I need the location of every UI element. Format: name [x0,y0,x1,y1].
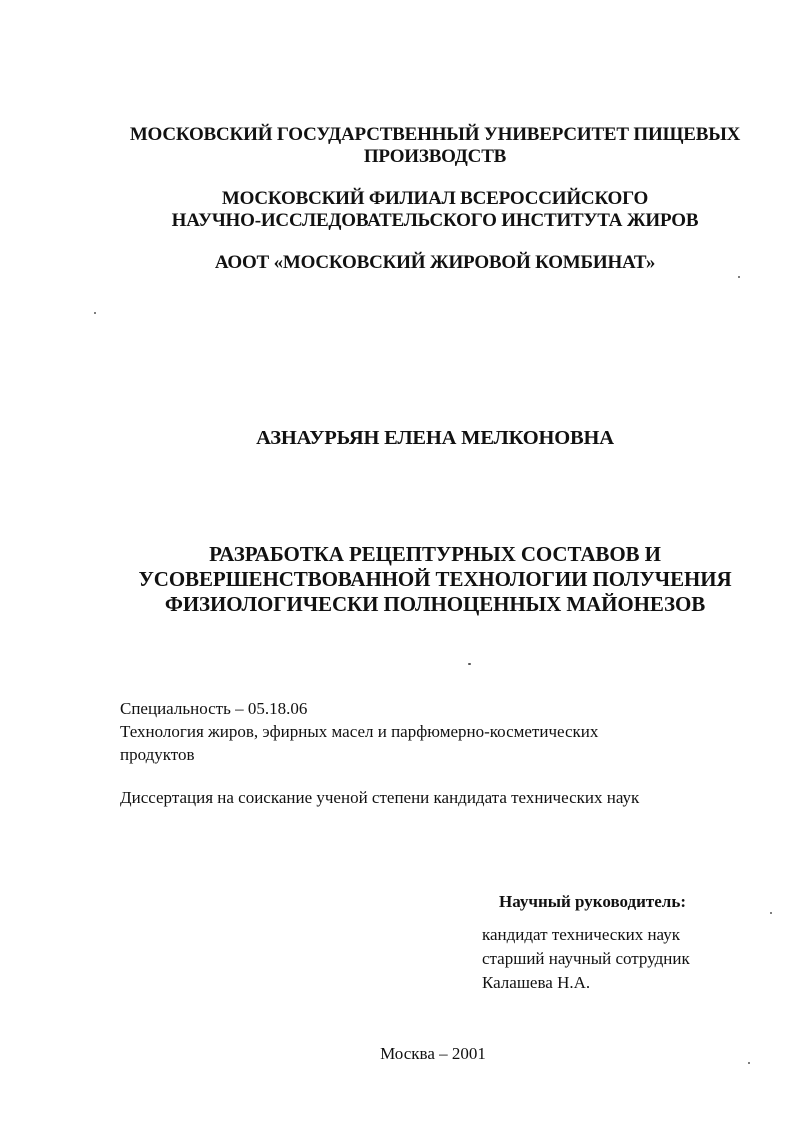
specialty-code: Специальность – 05.18.06 [120,699,308,718]
scan-speck [738,276,740,278]
supervisor-position: старший научный сотрудник [482,949,690,968]
dissertation-title-line-2: УСОВЕРШЕНСТВОВАННОЙ ТЕХНОЛОГИИ ПОЛУЧЕНИЯ [138,567,732,591]
dissertation-title [0,542,793,617]
scan-speck [770,912,772,914]
specialty-field-continued: продуктов [120,745,195,764]
university-name-line-2: ПРОИЗВОДСТВ [363,146,507,167]
company-name-line-1: АООТ «МОСКОВСКИЙ ЖИРОВОЙ КОМБИНАТ» [214,252,656,273]
university-name-line-1: МОСКОВСКИЙ ГОСУДАРСТВЕННЫЙ УНИВЕРСИТЕТ ПИЩЕВЫХ [129,124,741,145]
specialty-block [120,697,598,766]
dissertation-title-line-1: РАЗРАБОТКА РЕЦЕПТУРНЫХ СОСТАВОВ И [209,542,661,566]
degree-statement [120,786,639,809]
supervisor-name: Калашева Н.А. [482,973,591,992]
scan-speck [748,1062,750,1064]
institute-name-line-2: НАУЧНО-ИССЛЕДОВАТЕЛЬСКОГО ИНСТИТУТА ЖИРОВ [171,210,699,231]
degree-statement-text: Диссертация на соискание ученой степени кандидата технических наук [120,788,640,807]
scan-speck [94,312,96,314]
author-name [0,426,793,450]
specialty-field: Технология жиров, эфирных масел и парфюмерно-косметических [120,722,599,741]
institute-name [0,188,793,232]
supervisor-degree: кандидат технических наук [482,925,680,944]
author-name-text: АЗНАУРЬЯН ЕЛЕНА МЕЛКОНОВНА [256,427,614,449]
university-name [0,124,793,168]
supervisor-heading: Научный руководитель: [499,892,686,911]
supervisor-details [482,923,690,995]
scan-speck [468,663,471,665]
dissertation-title-line-3: ФИЗИОЛОГИЧЕСКИ ПОЛНОЦЕННЫХ МАЙОНЕЗОВ [164,592,706,616]
institute-name-line-1: МОСКОВСКИЙ ФИЛИАЛ ВСЕРОССИЙСКОГО [221,188,649,209]
company-name [0,252,793,274]
city-year: Москва – 2001 [380,1044,486,1063]
